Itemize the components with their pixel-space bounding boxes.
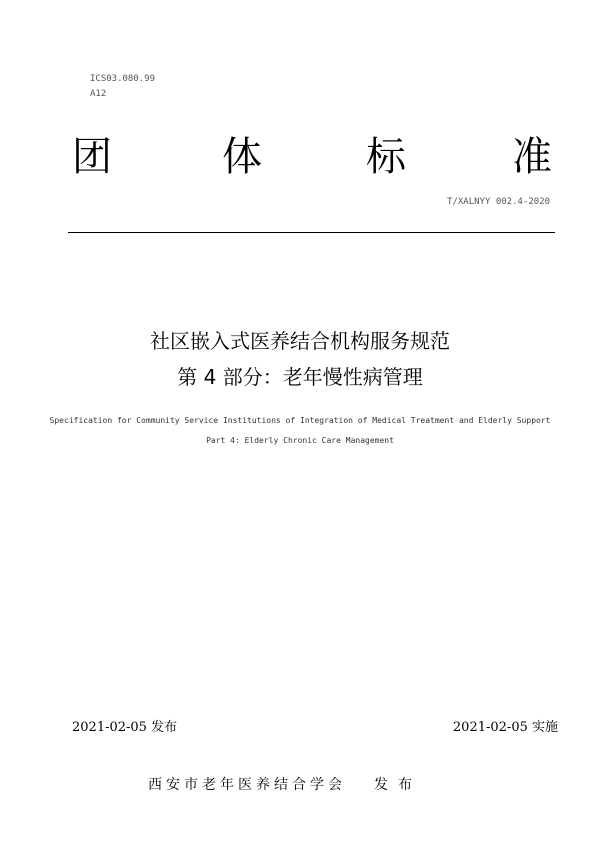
publisher-action: 发布 [374,777,422,793]
effective-date: 2021-02-05 实施 [452,720,558,735]
classification-codes [90,72,155,102]
standard-type-char: 准 [512,134,552,180]
header-divider [68,232,555,233]
standard-type-char: 体 [222,134,262,180]
publisher-line [148,774,422,794]
ics-code: ICS03.080.99 [90,74,156,84]
standard-type-char: 团 [72,134,112,180]
document-subtitle-en: Part 4: Elderly Chronic Care Management [206,436,394,445]
document-title-en: Specification for Community Service Institutions of Integration of Medical Treatment and Elderly Support [49,416,551,425]
standard-number: T/XALNYY 002.4-2020 [447,197,550,207]
publisher-name: 西安市老年医养结合学会 [148,777,346,793]
standard-type-char: 标 [366,134,406,180]
ccs-code: A12 [90,89,107,99]
publish-date: 2021-02-05 发布 [72,720,178,735]
document-title-zh: 社区嵌入式医养结合机构服务规范 [150,329,450,353]
document-subtitle-zh: 第 4 部分：老年慢性病管理 [177,365,423,389]
